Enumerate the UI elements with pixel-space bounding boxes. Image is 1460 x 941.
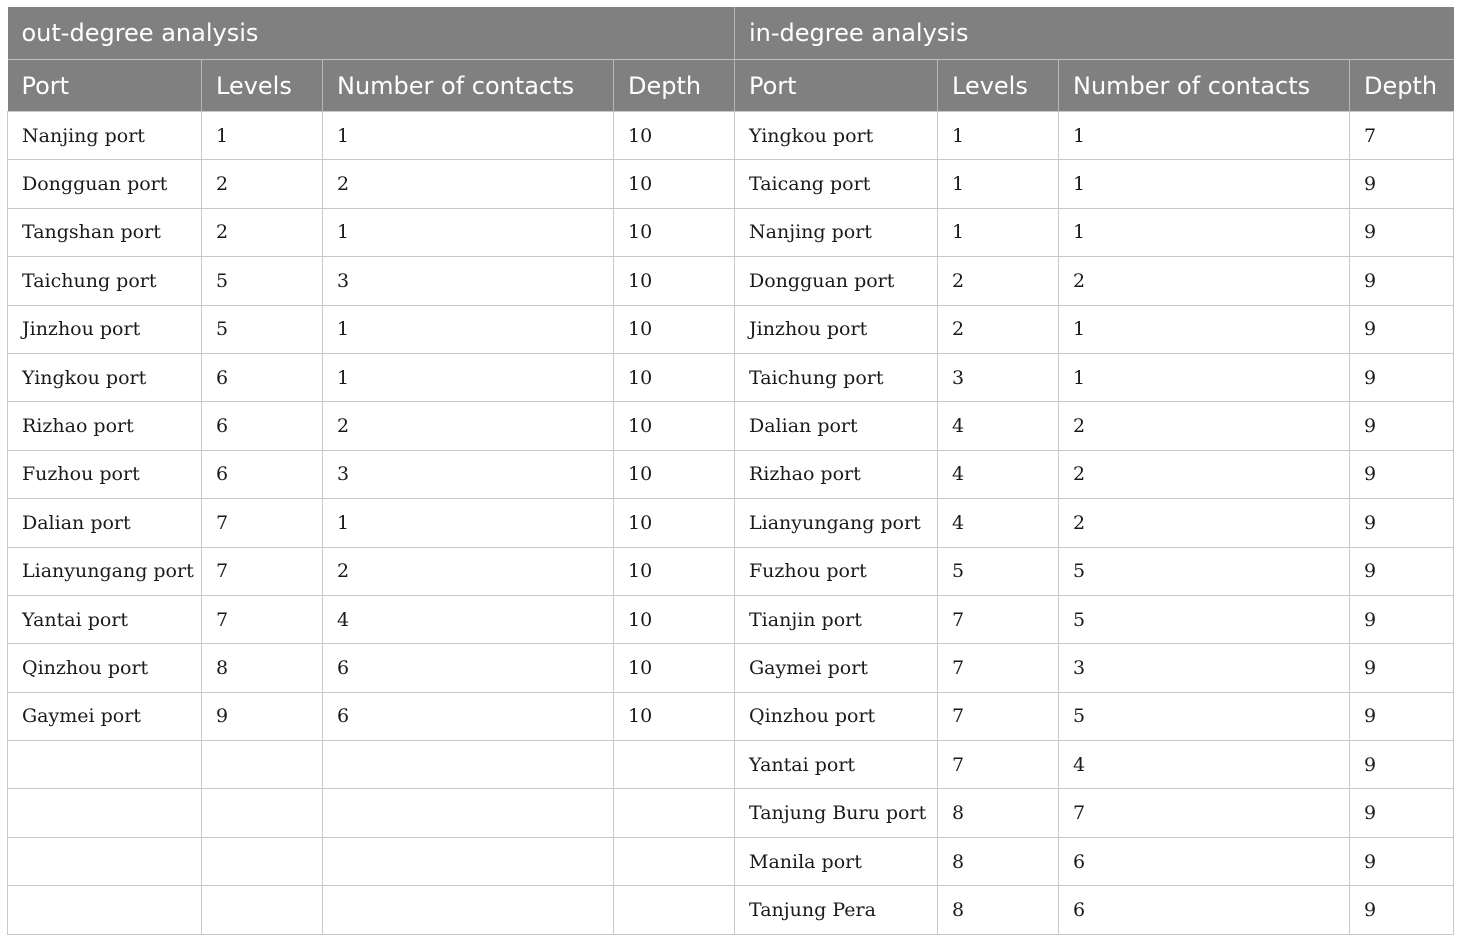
out-depth-cell: 10 [614,208,735,256]
out-levels-cell: 6 [202,450,323,498]
in-port-cell: Yingkou port [735,112,938,160]
in-levels-cell: 7 [938,595,1059,643]
out-depth-cell [614,886,735,934]
in-depth-cell: 9 [1350,886,1454,934]
in-depth-cell: 9 [1350,789,1454,837]
in-depth-cell: 9 [1350,353,1454,401]
out-levels-header: Levels [202,60,323,112]
table-row [8,741,1454,789]
column-header-row [8,60,1454,112]
in-contacts-cell: 2 [1059,450,1350,498]
in-port-cell: Nanjing port [735,208,938,256]
out-levels-cell [202,886,323,934]
out-contacts-cell: 1 [323,208,614,256]
in-depth-cell: 9 [1350,208,1454,256]
table-row [8,789,1454,837]
in-contacts-cell: 3 [1059,644,1350,692]
out-contacts-cell: 3 [323,257,614,305]
out-port-cell: Yantai port [8,595,202,643]
in-port-cell: Yantai port [735,741,938,789]
in-contacts-cell: 6 [1059,837,1350,885]
out-depth-cell: 10 [614,692,735,740]
in-depth-cell: 9 [1350,644,1454,692]
out-port-cell: Yingkou port [8,353,202,401]
out-levels-cell [202,741,323,789]
in-levels-cell: 8 [938,886,1059,934]
in-contacts-cell: 2 [1059,499,1350,547]
table-row [8,402,1454,450]
out-port-cell: Rizhao port [8,402,202,450]
in-levels-cell: 8 [938,837,1059,885]
in-port-cell: Tanjung Buru port [735,789,938,837]
out-levels-cell [202,789,323,837]
out-contacts-cell: 2 [323,160,614,208]
out-contacts-cell: 1 [323,112,614,160]
in-contacts-cell: 2 [1059,402,1350,450]
table-row [8,160,1454,208]
in-depth-cell: 9 [1350,160,1454,208]
out-levels-cell: 6 [202,353,323,401]
out-contacts-cell: 6 [323,692,614,740]
in-depth-cell: 9 [1350,547,1454,595]
in-contacts-cell: 2 [1059,257,1350,305]
out-depth-cell: 10 [614,644,735,692]
in-levels-header: Levels [938,60,1059,112]
in-depth-cell: 9 [1350,499,1454,547]
in-depth-cell: 9 [1350,450,1454,498]
out-port-cell: Dongguan port [8,160,202,208]
out-contacts-cell: 2 [323,547,614,595]
in-port-cell: Tanjung Pera [735,886,938,934]
in-depth-header: Depth [1350,60,1454,112]
in-levels-cell: 5 [938,547,1059,595]
out-degree-group-header: out-degree analysis [8,7,735,60]
out-depth-cell: 10 [614,160,735,208]
out-depth-cell [614,837,735,885]
in-depth-cell: 9 [1350,692,1454,740]
table-row [8,547,1454,595]
out-depth-cell [614,741,735,789]
out-port-cell [8,837,202,885]
out-levels-cell: 7 [202,499,323,547]
in-contacts-cell: 1 [1059,353,1350,401]
in-contacts-cell: 5 [1059,547,1350,595]
out-depth-header: Depth [614,60,735,112]
in-levels-cell: 4 [938,499,1059,547]
out-contacts-cell: 1 [323,353,614,401]
out-levels-cell: 7 [202,547,323,595]
in-levels-cell: 3 [938,353,1059,401]
in-contacts-cell: 1 [1059,160,1350,208]
table-row [8,353,1454,401]
table-row [8,257,1454,305]
out-contacts-cell: 2 [323,402,614,450]
in-port-cell: Dongguan port [735,257,938,305]
in-depth-cell: 9 [1350,305,1454,353]
in-port-cell: Jinzhou port [735,305,938,353]
in-contacts-cell: 7 [1059,789,1350,837]
out-contacts-cell [323,789,614,837]
out-port-cell [8,886,202,934]
in-levels-cell: 1 [938,112,1059,160]
out-depth-cell: 10 [614,353,735,401]
in-port-cell: Dalian port [735,402,938,450]
out-port-cell [8,789,202,837]
out-contacts-header: Number of contacts [323,60,614,112]
out-levels-cell: 5 [202,305,323,353]
table-row [8,644,1454,692]
in-port-cell: Lianyungang port [735,499,938,547]
out-depth-cell: 10 [614,450,735,498]
in-depth-cell: 9 [1350,257,1454,305]
out-levels-cell: 2 [202,208,323,256]
in-port-cell: Taicang port [735,160,938,208]
group-header-row [8,7,1454,60]
in-port-header: Port [735,60,938,112]
in-levels-cell: 2 [938,257,1059,305]
out-port-cell: Qinzhou port [8,644,202,692]
out-contacts-cell: 1 [323,499,614,547]
in-port-cell: Tianjin port [735,595,938,643]
table-row [8,595,1454,643]
out-contacts-cell: 6 [323,644,614,692]
out-depth-cell: 10 [614,257,735,305]
out-port-header: Port [8,60,202,112]
out-levels-cell: 6 [202,402,323,450]
out-port-cell: Dalian port [8,499,202,547]
out-depth-cell: 10 [614,112,735,160]
in-port-cell: Taichung port [735,353,938,401]
in-depth-cell: 9 [1350,837,1454,885]
out-port-cell: Tangshan port [8,208,202,256]
out-depth-cell: 10 [614,402,735,450]
in-contacts-cell: 4 [1059,741,1350,789]
out-port-cell [8,741,202,789]
out-contacts-cell: 3 [323,450,614,498]
in-contacts-header: Number of contacts [1059,60,1350,112]
out-levels-cell: 1 [202,112,323,160]
in-levels-cell: 1 [938,160,1059,208]
out-port-cell: Fuzhou port [8,450,202,498]
in-contacts-cell: 1 [1059,112,1350,160]
table-row [8,499,1454,547]
out-port-cell: Nanjing port [8,112,202,160]
table-row [8,112,1454,160]
in-contacts-cell: 1 [1059,305,1350,353]
out-levels-cell: 8 [202,644,323,692]
in-levels-cell: 4 [938,402,1059,450]
in-contacts-cell: 5 [1059,692,1350,740]
out-contacts-cell [323,837,614,885]
in-contacts-cell: 1 [1059,208,1350,256]
out-depth-cell: 10 [614,305,735,353]
table-row [8,450,1454,498]
out-port-cell: Lianyungang port [8,547,202,595]
in-levels-cell: 7 [938,692,1059,740]
in-port-cell: Manila port [735,837,938,885]
in-depth-cell: 9 [1350,402,1454,450]
in-port-cell: Qinzhou port [735,692,938,740]
out-port-cell: Jinzhou port [8,305,202,353]
in-levels-cell: 8 [938,789,1059,837]
out-port-cell: Gaymei port [8,692,202,740]
in-levels-cell: 7 [938,644,1059,692]
in-contacts-cell: 6 [1059,886,1350,934]
in-levels-cell: 1 [938,208,1059,256]
in-port-cell: Gaymei port [735,644,938,692]
in-depth-cell: 9 [1350,595,1454,643]
out-depth-cell [614,789,735,837]
table-row [8,305,1454,353]
out-levels-cell [202,837,323,885]
out-depth-cell: 10 [614,595,735,643]
out-contacts-cell: 4 [323,595,614,643]
table-row [8,208,1454,256]
out-levels-cell: 2 [202,160,323,208]
out-contacts-cell [323,741,614,789]
out-levels-cell: 7 [202,595,323,643]
in-levels-cell: 4 [938,450,1059,498]
degree-analysis-table [7,7,1454,935]
in-degree-group-header: in-degree analysis [735,7,1454,60]
in-levels-cell: 2 [938,305,1059,353]
table-row [8,837,1454,885]
out-levels-cell: 5 [202,257,323,305]
table-body [8,112,1454,935]
table-row [8,692,1454,740]
out-port-cell: Taichung port [8,257,202,305]
in-levels-cell: 7 [938,741,1059,789]
table-row [8,886,1454,934]
in-port-cell: Rizhao port [735,450,938,498]
in-depth-cell: 7 [1350,112,1454,160]
out-levels-cell: 9 [202,692,323,740]
in-contacts-cell: 5 [1059,595,1350,643]
in-depth-cell: 9 [1350,741,1454,789]
out-depth-cell: 10 [614,547,735,595]
out-contacts-cell: 1 [323,305,614,353]
out-contacts-cell [323,886,614,934]
in-port-cell: Fuzhou port [735,547,938,595]
out-depth-cell: 10 [614,499,735,547]
